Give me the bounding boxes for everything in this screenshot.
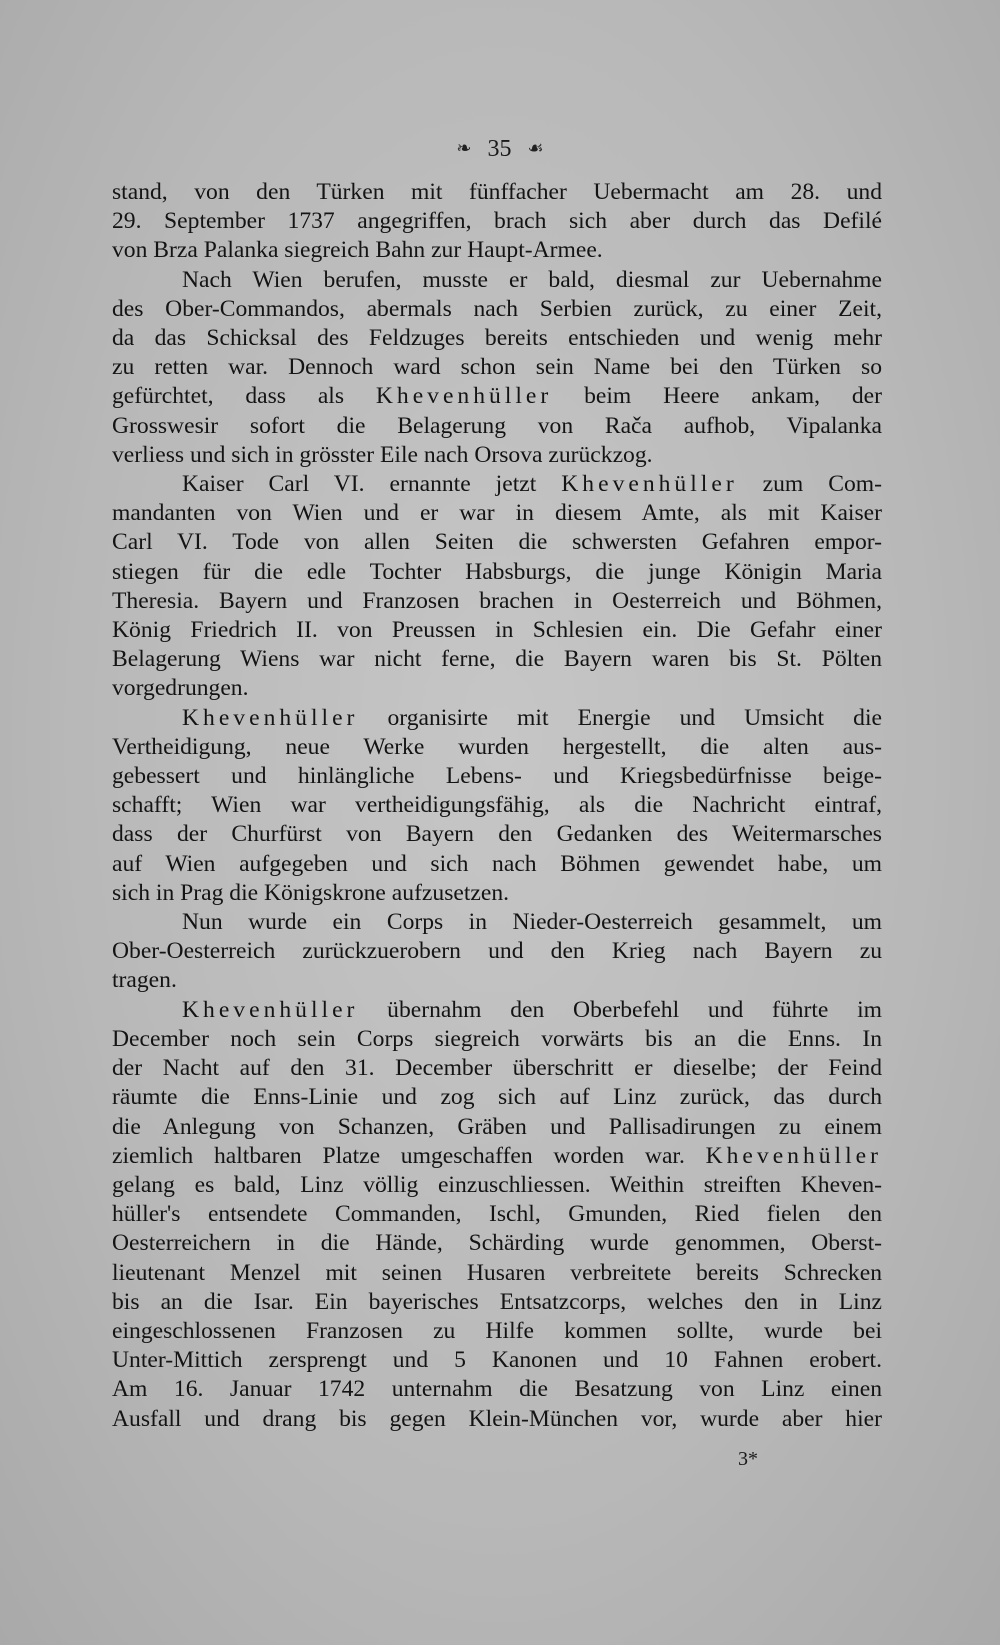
text-line: auf Wien aufgegeben und sich nach Böhmen gewendet habe, um xyxy=(112,850,882,877)
text-line: Khevenhüller übernahm den Oberbefehl und führte im xyxy=(182,996,882,1023)
text-line: bis an die Isar. Ein bayerisches Entsatzcorps, welches den in Linz xyxy=(112,1288,882,1315)
text-line: da das Schicksal des Feldzuges bereits entschieden und wenig mehr xyxy=(112,325,882,352)
text-line: mandanten von Wien und er war in diesem Amte, als mit Kaiser xyxy=(112,500,882,527)
text-line: Am 16. Januar 1742 unternahm die Besatzung von Linz einen xyxy=(112,1376,882,1403)
text-line: lieutenant Menzel mit seinen Husaren verbreitete bereits Schrecken xyxy=(112,1259,882,1286)
text-line: eingeschlossenen Franzosen zu Hilfe kommen sollte, wurde bei xyxy=(112,1317,882,1344)
text-line: von Brza Palanka siegreich Bahn zur Haupt-Armee. xyxy=(112,237,603,264)
text-line: der Nacht auf den 31. December überschritt er dieselbe; der Feind xyxy=(112,1055,882,1082)
signature-mark: 3* xyxy=(738,1448,758,1470)
text-line: sich in Prag die Königskrone aufzusetzen. xyxy=(112,879,510,906)
text-line: räumte die Enns-Linie und zog sich auf Linz zurück, das durch xyxy=(112,1084,882,1111)
emphasized-name: Khevenhüller xyxy=(182,996,359,1023)
text-line: Ausfall und drang bis gegen Klein-München vor, wurde aber hier xyxy=(112,1405,882,1432)
text-line: des Ober-Commandos, abermals nach Serbien zurück, zu einer Zeit, xyxy=(112,295,882,322)
text-line: Unter-Mittich zersprengt und 5 Kanonen und 10 Fahnen erobert. xyxy=(112,1347,882,1374)
emphasized-name: Khevenhüller xyxy=(561,471,738,498)
body-text xyxy=(112,178,882,1434)
text-line: Ober-Oesterreich zurückzuerobern und den Krieg nach Bayern zu xyxy=(112,938,882,965)
text-line: Nun wurde ein Corps in Nieder-Oesterreich gesammelt, um xyxy=(182,909,882,936)
text-line: ziemlich haltbaren Platze umgeschaffen worden war. Khevenhüller xyxy=(112,1142,882,1169)
text-line: stiegen für die edle Tochter Habsburgs, die junge Königin Maria xyxy=(112,558,882,585)
text-line: vorgedrungen. xyxy=(112,675,249,702)
page-number: 35 xyxy=(487,136,512,162)
emphasized-name: Khevenhüller xyxy=(182,704,359,731)
text-line: gebessert und hinlängliche Lebens- und Kriegsbedürfnisse beige- xyxy=(112,763,882,790)
text-line: Khevenhüller organisirte mit Energie und Umsicht die xyxy=(182,704,882,731)
text-line: hüller's entsendete Commanden, Ischl, Gmunden, Ried fielen den xyxy=(112,1201,882,1228)
text-line: Kaiser Carl VI. ernannte jetzt Khevenhüller zum Com- xyxy=(182,471,882,498)
text-line: tragen. xyxy=(112,967,177,994)
text-line: 29. September 1737 angegriffen, brach sich aber durch das Defilé xyxy=(112,208,882,235)
text-line: gelang es bald, Linz völlig einzuschliessen. Weithin streiften Kheven- xyxy=(112,1171,882,1198)
text-line: zu retten war. Dennoch ward schon sein Name bei den Türken so xyxy=(112,354,882,381)
text-line: stand, von den Türken mit fünffacher Uebermacht am 28. und xyxy=(112,179,882,205)
text-line: dass der Churfürst von Bayern den Gedanken des Weitermarsches xyxy=(112,821,882,848)
text-line: schafft; Wien war vertheidigungsfähig, als die Nachricht eintraf, xyxy=(112,792,882,819)
right-ornament-icon: ☙ xyxy=(527,138,544,158)
text-line: König Friedrich II. von Preussen in Schlesien ein. Die Gefahr einer xyxy=(112,617,882,644)
text-line: Belagerung Wiens war nicht ferne, die Bayern waren bis St. Pölten xyxy=(112,646,882,673)
text-line: Nach Wien berufen, musste er bald, diesmal zur Uebernahme xyxy=(182,266,882,293)
text-line: Grosswesir sofort die Belagerung von Rača aufhob, Vipalanka xyxy=(112,412,882,439)
emphasized-name: Khevenhüller xyxy=(705,1142,882,1169)
text-line: die Anlegung von Schanzen, Gräben und Pallisadirungen zu einem xyxy=(112,1113,882,1140)
left-ornament-icon: ❧ xyxy=(456,138,472,158)
text-line: verliess und sich in grösster Eile nach Orsova zurückzog. xyxy=(112,441,653,468)
page-header xyxy=(0,136,1000,163)
text-line: Theresia. Bayern und Franzosen brachen in Oesterreich und Böhmen, xyxy=(112,587,882,614)
text-line: Vertheidigung, neue Werke wurden hergestellt, die alten aus- xyxy=(112,733,882,760)
text-line: gefürchtet, dass als Khevenhüller beim Heere ankam, der xyxy=(112,383,882,410)
text-line: December noch sein Corps siegreich vorwärts bis an die Enns. In xyxy=(112,1025,882,1052)
text-line: Oesterreichern in die Hände, Schärding wurde genommen, Oberst- xyxy=(112,1230,882,1257)
text-line: Carl VI. Tode von allen Seiten die schwersten Gefahren empor- xyxy=(112,529,882,556)
emphasized-name: Khevenhüller xyxy=(375,383,553,410)
